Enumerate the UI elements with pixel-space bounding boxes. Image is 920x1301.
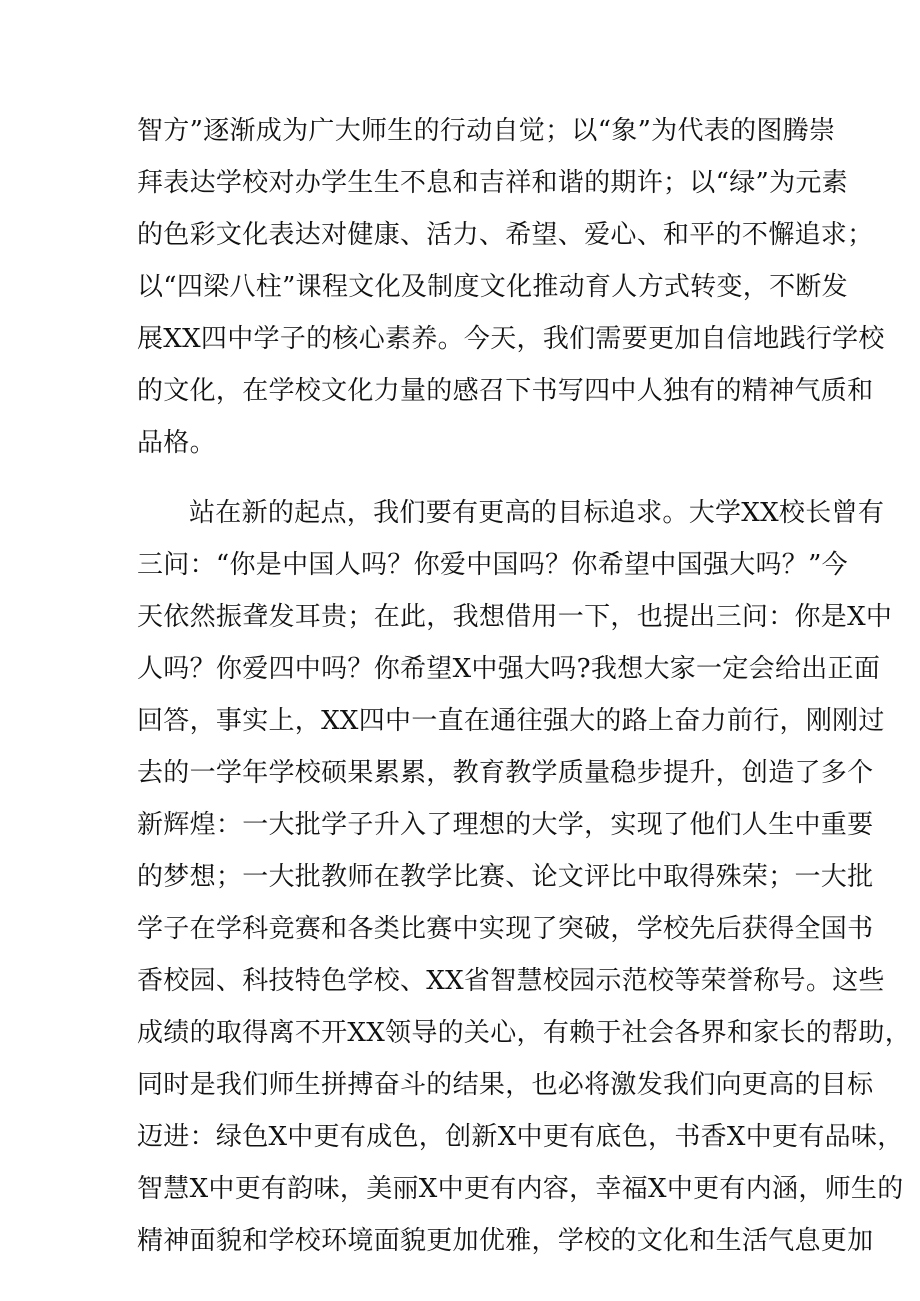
paragraph-2-line-1: 站在新的起点，我们要有更高的目标追求。大学XX校长曾有 (189, 498, 885, 528)
paragraph-2-line-3: 天依然振聋发耳贵；在此，我想借用一下，也提出三问：你是X中 (137, 602, 893, 632)
paragraph-2-line-11: 成绩的取得离不开XX领导的关心，有赖于社会各界和家长的帮助， (137, 1018, 912, 1048)
paragraph-2-line-12: 同时是我们师生拼搏奋斗的结果，也必将激发我们向更高的目标 (137, 1070, 874, 1100)
paragraph-spacer (137, 469, 809, 487)
paragraph-2-line-14: 智慧X中更有韵味，美丽X中更有内容，幸福X中更有内涵，师生的 (137, 1174, 904, 1204)
paragraph-2-line-9: 学子在学科竞赛和各类比赛中实现了突破，学校先后获得全国书 (137, 914, 874, 944)
document-body (137, 105, 912, 1267)
paragraph-2-line-2: 三问：“你是中国人吗？你爱中国吗？你希望中国强大吗？”今 (137, 550, 848, 580)
paragraph-1-line-3: 的色彩文化表达对健康、活力、希望、爱心、和平的不懈追求； (137, 220, 874, 250)
paragraph-2-line-4: 人吗？你爱四中吗？你希望X中强大吗?我想大家一定会给出正面 (137, 654, 881, 684)
paragraph-1-line-7: 品格。 (137, 428, 216, 458)
paragraph-1-line-2: 拜表达学校对办学生生不息和吉祥和谐的期许；以“绿”为元素 (137, 168, 848, 198)
paragraph-1-line-5: 展XX四中学子的核心素养。今天，我们需要更加自信地践行学校 (137, 324, 885, 354)
paragraph-1-line-6: 的文化，在学校文化力量的感召下书写四中人独有的精神气质和 (137, 376, 874, 406)
paragraph-1-line-4: 以“四梁八柱”课程文化及制度文化推动育人方式转变，不断发 (137, 272, 848, 302)
paragraph-2-line-15: 精神面貌和学校环境面貌更加优雅，学校的文化和生活气息更加 (137, 1226, 874, 1256)
paragraph-2-line-13: 迈进：绿色X中更有成色，创新X中更有底色，书香X中更有品味， (137, 1122, 904, 1152)
paragraph-1 (137, 105, 885, 469)
paragraph-2-line-7: 新辉煌：一大批学子升入了理想的大学，实现了他们人生中重要 (137, 810, 874, 840)
paragraph-1-line-1: 智方”逐渐成为广大师生的行动自觉；以“象”为代表的图腾崇 (137, 116, 836, 146)
paragraph-2 (137, 487, 912, 1267)
paragraph-2-line-5: 回答，事实上，XX四中一直在通往强大的路上奋力前行，刚刚过 (137, 706, 885, 736)
paragraph-2-line-6: 去的一学年学校硕果累累，教育教学质量稳步提升，创造了多个 (137, 758, 874, 788)
paragraph-2-line-10: 香校园、科技特色学校、XX省智慧校园示范校等荣誉称号。这些 (137, 966, 885, 996)
paragraph-2-line-8: 的梦想；一大批教师在教学比赛、论文评比中取得殊荣；一大批 (137, 862, 874, 892)
